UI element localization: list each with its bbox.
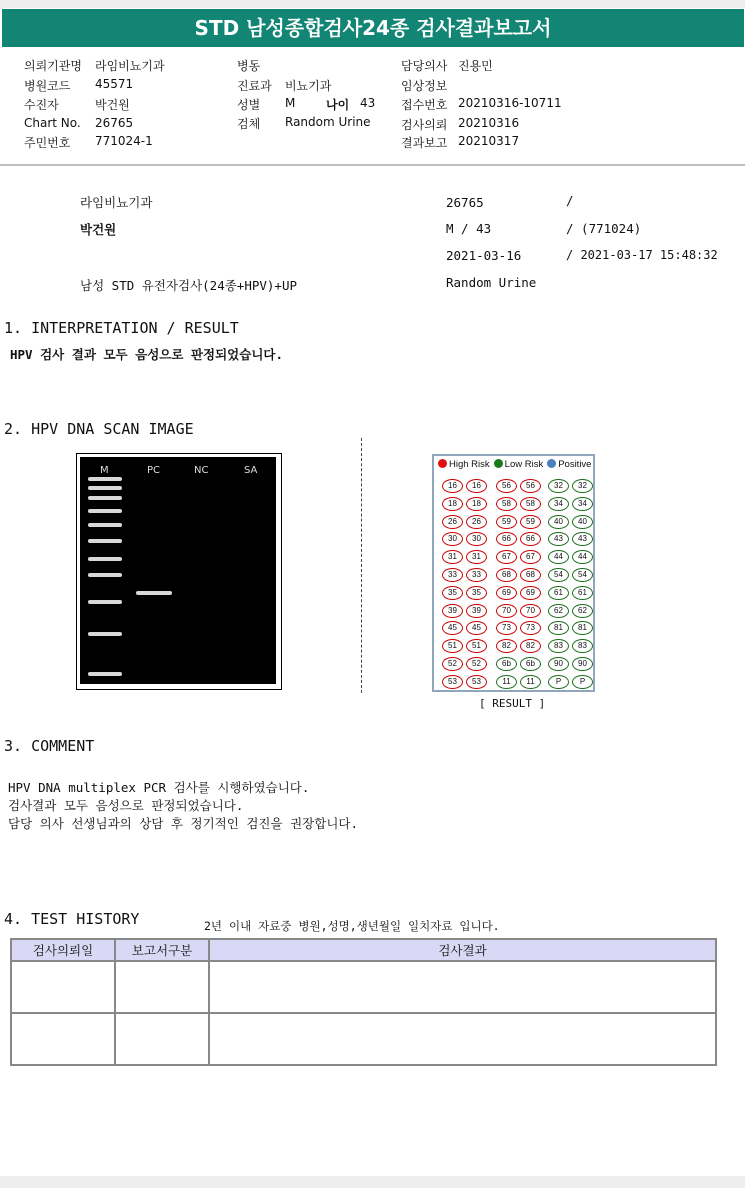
hpv-type-marker: 35 <box>442 586 463 600</box>
age-value: 43 <box>360 96 376 110</box>
pc-band <box>136 591 172 595</box>
header-value: 20210316-10711 <box>458 96 562 110</box>
hpv-type-marker: P <box>572 675 593 689</box>
hpv-type-marker: 83 <box>548 639 569 653</box>
lane-label-m: M <box>100 465 109 476</box>
info-birth: / (771024) <box>566 221 642 236</box>
table-cell <box>209 961 716 1013</box>
header-value: 비뇨기과 <box>285 79 332 93</box>
table-row <box>11 1013 716 1065</box>
hpv-type-marker: 59 <box>496 515 517 529</box>
hpv-type-marker: 44 <box>572 550 593 564</box>
hpv-result-panel <box>432 454 595 692</box>
ladder-band <box>88 496 122 500</box>
section-3-title: 3. COMMENT <box>4 737 95 755</box>
info-received: 2021-03-16 <box>446 248 522 263</box>
legend-label: Low Risk <box>504 459 544 470</box>
info-reported: / 2021-03-17 15:48:32 <box>566 248 718 262</box>
legend-label: High Risk <box>449 459 490 470</box>
divider-dashed <box>361 438 362 693</box>
header-label: 진료과 <box>237 79 272 93</box>
ladder-band <box>88 573 122 577</box>
hpv-type-marker: 56 <box>520 479 541 493</box>
hpv-type-marker: 54 <box>572 568 593 582</box>
age-label: 나이 <box>326 98 350 112</box>
info-chart-no: 26765 <box>446 195 484 210</box>
table-cell <box>115 961 209 1013</box>
hpv-type-marker: 69 <box>520 586 541 600</box>
legend-label: Positive <box>558 459 592 470</box>
table-cell <box>11 961 115 1013</box>
table-row <box>11 961 716 1013</box>
ladder-band <box>88 477 122 481</box>
hpv-type-marker: 70 <box>520 604 541 618</box>
result-caption: [ RESULT ] <box>479 697 546 710</box>
header-value: 진용민 <box>458 59 493 73</box>
hpv-type-marker: 67 <box>520 550 541 564</box>
header-label: 담당의사 <box>401 59 448 73</box>
hpv-type-marker: 51 <box>442 639 463 653</box>
table-cell <box>115 1013 209 1065</box>
info-test: 남성 STD 유전자검사(24종+HPV)+UP <box>80 278 298 293</box>
header-label: 임상정보 <box>401 79 448 93</box>
gel-image <box>76 453 282 690</box>
hpv-type-marker: 73 <box>496 621 517 635</box>
hpv-type-marker: 61 <box>548 586 569 600</box>
hpv-type-marker: 33 <box>466 568 487 582</box>
hpv-type-marker: 52 <box>442 657 463 671</box>
hpv-type-marker: 53 <box>466 675 487 689</box>
hpv-type-marker: 32 <box>572 479 593 493</box>
history-table <box>10 938 717 1066</box>
hpv-type-marker: 26 <box>466 515 487 529</box>
header-label: 병동 <box>237 59 261 73</box>
hpv-type-marker: 59 <box>520 515 541 529</box>
comment-line-1: HPV DNA multiplex PCR 검사를 시행하였습니다. <box>8 780 310 795</box>
hpv-type-marker: 54 <box>548 568 569 582</box>
hpv-type-marker: 43 <box>548 532 569 546</box>
ladder-band <box>88 539 122 543</box>
hpv-type-marker: 44 <box>548 550 569 564</box>
hpv-type-marker: 26 <box>442 515 463 529</box>
hpv-type-marker: P <box>548 675 569 689</box>
header-value: 20210316 <box>458 116 520 130</box>
info-patient: 박건원 <box>80 222 117 237</box>
hpv-type-marker: 34 <box>572 497 593 511</box>
header-label: 수진자 <box>24 98 59 112</box>
comment-line-3: 담당 의사 선생님과의 상담 후 정기적인 검진을 권장합니다. <box>8 816 359 831</box>
hpv-type-marker: 90 <box>548 657 569 671</box>
section-1-title: 1. INTERPRETATION / RESULT <box>4 319 239 337</box>
header-label: 의뢰기관명 <box>24 59 82 73</box>
hpv-type-marker: 39 <box>442 604 463 618</box>
hpv-type-marker: 58 <box>520 497 541 511</box>
ladder-band <box>88 600 122 604</box>
hpv-type-marker: 82 <box>520 639 541 653</box>
legend-dot-icon <box>494 459 503 468</box>
hpv-type-marker: 45 <box>442 621 463 635</box>
header-value: 771024-1 <box>95 134 153 148</box>
hpv-type-marker: 16 <box>442 479 463 493</box>
header-value: Random Urine <box>285 115 371 129</box>
ladder-band <box>88 486 122 490</box>
table-cell <box>11 1013 115 1065</box>
lane-label-pc: PC <box>147 465 161 476</box>
header-value: 라임비뇨기과 <box>95 59 165 73</box>
hpv-type-marker: 45 <box>466 621 487 635</box>
header-label: 검체 <box>237 117 261 131</box>
hpv-type-marker: 66 <box>496 532 517 546</box>
ladder-band <box>88 509 122 513</box>
hpv-type-marker: 82 <box>496 639 517 653</box>
hpv-type-marker: 73 <box>520 621 541 635</box>
hpv-type-marker: 66 <box>520 532 541 546</box>
hpv-type-marker: 56 <box>496 479 517 493</box>
header-label: 검사의뢰 <box>401 118 448 132</box>
hpv-type-marker: 40 <box>572 515 593 529</box>
ladder-band <box>88 523 122 527</box>
info-sex-age: M / 43 <box>446 221 492 236</box>
col-result: 검사결과 <box>209 939 716 961</box>
gel-image-canvas <box>80 457 276 684</box>
result-legend <box>438 459 591 470</box>
header-value: 26765 <box>95 116 134 130</box>
hpv-type-marker: 52 <box>466 657 487 671</box>
legend-dot-icon <box>438 459 447 468</box>
hpv-type-marker: 68 <box>520 568 541 582</box>
lane-label-nc: NC <box>194 465 209 476</box>
col-report-type: 보고서구분 <box>115 939 209 961</box>
history-note: 2년 이내 자료중 병원,성명,생년월일 일치자료 입니다. <box>204 919 500 933</box>
legend-dot-icon <box>547 459 556 468</box>
info-specimen: Random Urine <box>446 275 537 290</box>
table-cell <box>209 1013 716 1065</box>
header-value: 박건원 <box>95 98 130 112</box>
hpv-type-marker: 30 <box>466 532 487 546</box>
header-separator <box>0 164 745 166</box>
header-label: Chart No. <box>24 116 81 130</box>
hpv-type-marker: 81 <box>548 621 569 635</box>
section-2-title: 2. HPV DNA SCAN IMAGE <box>4 420 194 438</box>
ladder-band <box>88 632 122 636</box>
hpv-type-marker: 18 <box>466 497 487 511</box>
info-slash: / <box>566 193 574 208</box>
section-1-text: HPV 검사 결과 모두 음성으로 판정되었습니다. <box>10 347 284 362</box>
hpv-type-marker: 62 <box>548 604 569 618</box>
hpv-type-marker: 16 <box>466 479 487 493</box>
lane-label-sa: SA <box>244 465 258 476</box>
info-hospital: 라임비뇨기과 <box>80 195 153 210</box>
hpv-type-marker: 43 <box>572 532 593 546</box>
header-label: 접수번호 <box>401 98 448 112</box>
hpv-type-marker: 35 <box>466 586 487 600</box>
hpv-type-marker: 81 <box>572 621 593 635</box>
col-request-date: 검사의뢰일 <box>11 939 115 961</box>
hpv-type-marker: 90 <box>572 657 593 671</box>
hpv-type-marker: 31 <box>442 550 463 564</box>
hpv-type-marker: 32 <box>548 479 569 493</box>
header-value: 45571 <box>95 77 134 91</box>
hpv-type-marker: 53 <box>442 675 463 689</box>
hpv-type-marker: 34 <box>548 497 569 511</box>
hpv-type-marker: 58 <box>496 497 517 511</box>
hpv-type-marker: 51 <box>466 639 487 653</box>
hpv-type-marker: 70 <box>496 604 517 618</box>
hpv-type-marker: 11 <box>496 675 517 689</box>
hpv-type-marker: 62 <box>572 604 593 618</box>
header-label: 병원코드 <box>24 79 71 93</box>
hpv-type-marker: 67 <box>496 550 517 564</box>
header-label: 성별 <box>237 98 261 112</box>
top-strip <box>0 0 745 8</box>
hpv-type-marker: 6b <box>520 657 541 671</box>
hpv-type-marker: 18 <box>442 497 463 511</box>
hpv-type-marker: 69 <box>496 586 517 600</box>
hpv-type-marker: 6b <box>496 657 517 671</box>
header-label: 결과보고 <box>401 136 448 150</box>
hpv-type-marker: 68 <box>496 568 517 582</box>
hpv-type-marker: 83 <box>572 639 593 653</box>
hpv-type-marker: 31 <box>466 550 487 564</box>
ladder-band <box>88 672 122 676</box>
bottom-strip <box>0 1176 745 1188</box>
history-header-row <box>11 939 716 961</box>
header-value: M <box>285 96 296 110</box>
header-value: 20210317 <box>458 134 520 148</box>
hpv-type-marker: 40 <box>548 515 569 529</box>
hpv-type-marker: 61 <box>572 586 593 600</box>
hpv-type-marker: 30 <box>442 532 463 546</box>
hpv-type-marker: 11 <box>520 675 541 689</box>
hpv-type-marker: 33 <box>442 568 463 582</box>
comment-line-2: 검사결과 모두 음성으로 판정되었습니다. <box>8 798 244 813</box>
section-4-title: 4. TEST HISTORY <box>4 910 140 928</box>
hpv-type-marker: 39 <box>466 604 487 618</box>
header-label: 주민번호 <box>24 136 71 150</box>
ladder-band <box>88 557 122 561</box>
report-title: STD 남성종합검사24종 검사결과보고서 <box>2 9 744 47</box>
